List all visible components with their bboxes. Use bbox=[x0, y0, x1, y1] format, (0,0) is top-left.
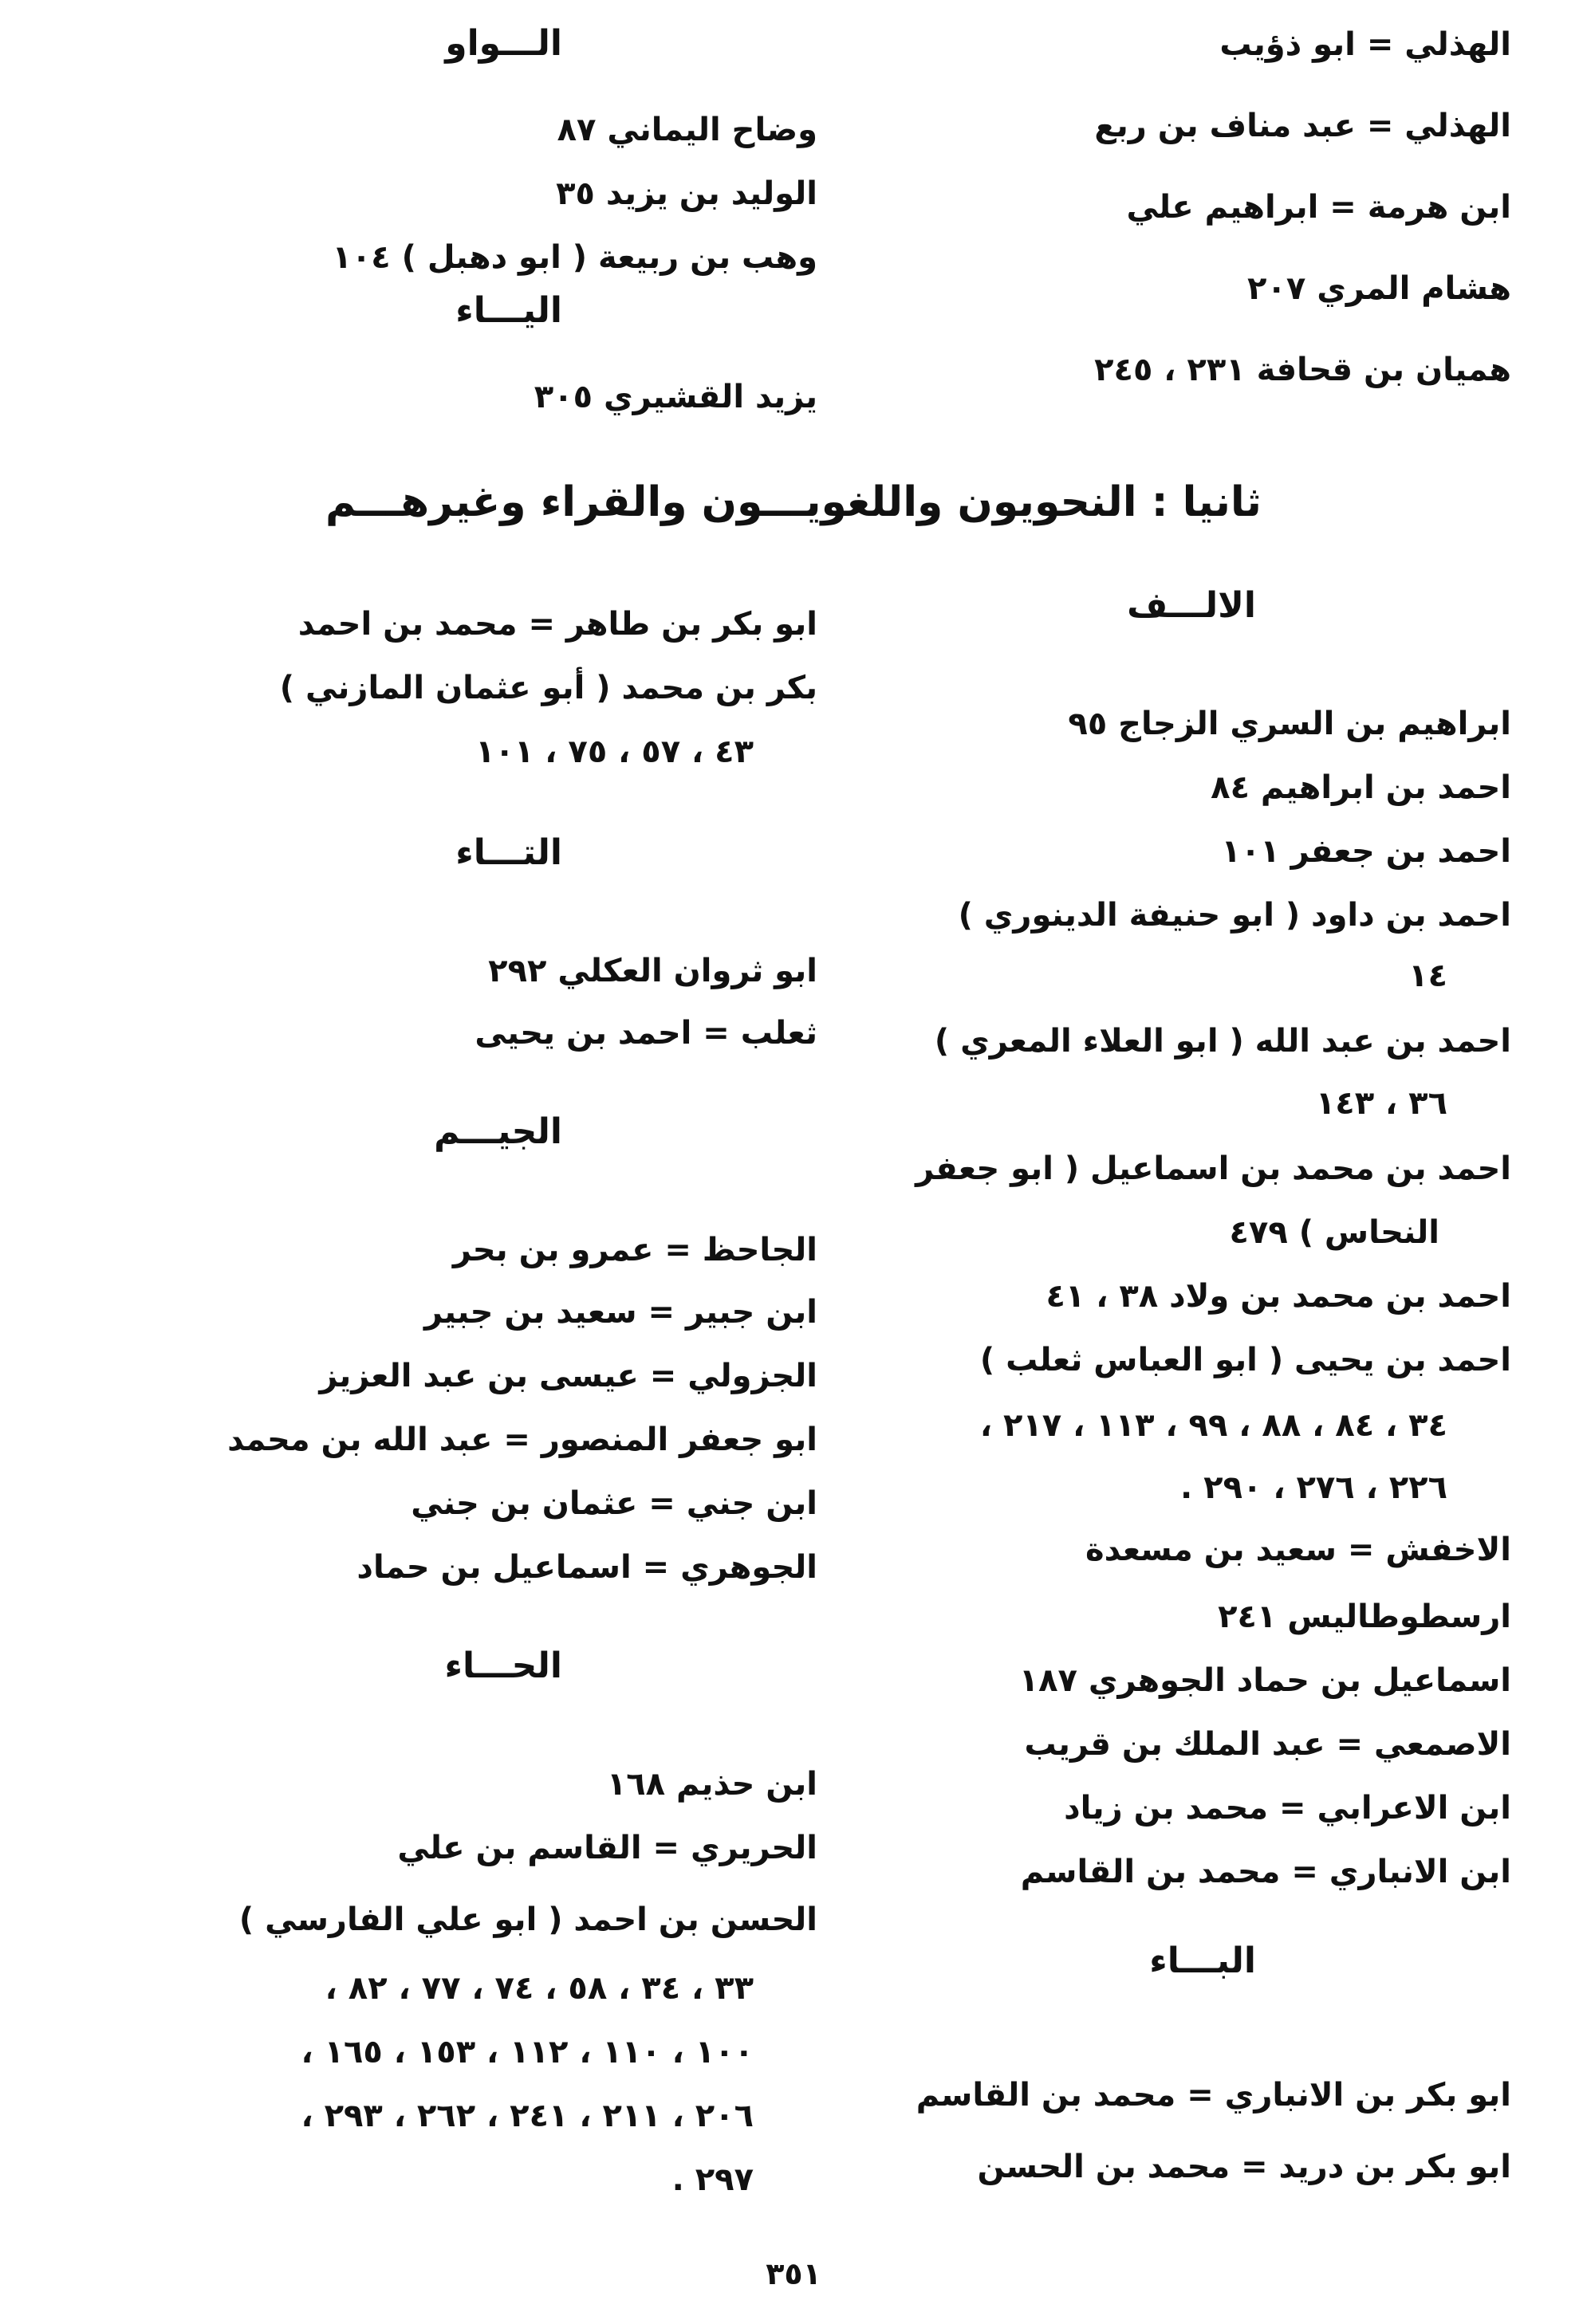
heading-ha: الحـــاء bbox=[444, 1646, 562, 1686]
index-entry-continued: ٣٣ ، ٣٤ ، ٥٨ ، ٧٤ ، ٧٧ ، ٨٢ ، bbox=[325, 1970, 754, 2007]
index-entry: الحسن بن احمد ( ابو علي الفارسي ) bbox=[238, 1901, 817, 1938]
heading-alif: الالـــف bbox=[1127, 585, 1256, 626]
index-entry: ثعلب = احمد بن يحيى bbox=[475, 1015, 817, 1052]
index-entry: ابو بكر بن الانباري = محمد بن القاسم bbox=[916, 2077, 1511, 2114]
index-entry: ابو ثروان العكلي ٢٩٢ bbox=[488, 953, 817, 989]
index-entry-continued: ٢٢٦ ، ٢٧٦ ، ٢٩٠ . bbox=[1180, 1469, 1447, 1506]
index-entry: الحريري = القاسم بن علي bbox=[397, 1830, 817, 1866]
index-entry: احمد بن عبد الله ( ابو العلاء المعري ) bbox=[934, 1023, 1511, 1060]
index-entry: وهب بن ربيعة ( ابو دهبل ) ١٠٤ bbox=[332, 239, 817, 276]
heading-ta: التـــاء bbox=[455, 832, 562, 873]
index-entry: ابن حذيم ١٦٨ bbox=[606, 1766, 817, 1803]
index-entry: ابن هرمة = ابراهيم علي bbox=[1126, 189, 1511, 226]
index-entry: ابراهيم بن السري الزجاج ٩٥ bbox=[1068, 706, 1511, 742]
index-entry-continued: ١٠٠ ، ١١٠ ، ١١٢ ، ١٥٣ ، ١٦٥ ، bbox=[301, 2034, 754, 2070]
index-entry: الاصمعي = عبد الملك بن قريب bbox=[1024, 1726, 1511, 1763]
index-entry: الوليد بن يزيد ٣٥ bbox=[556, 175, 817, 212]
index-entry-continued: ٣٦ ، ١٤٣ bbox=[1315, 1085, 1447, 1122]
index-entry: هميان بن قحافة ٢٣١ ، ٢٤٥ bbox=[1094, 352, 1511, 388]
index-entry: ابن الانباري = محمد بن القاسم bbox=[1020, 1854, 1511, 1890]
heading-waw: الـــواو bbox=[445, 23, 562, 64]
index-entry: الجوهري = اسماعيل بن حماد bbox=[356, 1549, 817, 1586]
index-entry: هشام المري ٢٠٧ bbox=[1247, 270, 1511, 307]
index-entry: الهذلي = عبد مناف بن ربع bbox=[1094, 108, 1511, 144]
index-entry: الاخفش = سعيد بن مسعدة bbox=[1085, 1532, 1511, 1568]
index-entry-continued: ٣٤ ، ٨٤ ، ٨٨ ، ٩٩ ، ١١٣ ، ٢١٧ ، bbox=[979, 1407, 1447, 1444]
index-entry: الجاحظ = عمرو بن بحر bbox=[452, 1232, 817, 1268]
index-entry: ابو بكر بن طاهر = محمد بن احمد bbox=[297, 606, 817, 643]
index-entry-continued: ٤٣ ، ٥٧ ، ٧٥ ، ١٠١ bbox=[475, 733, 754, 770]
index-entry: احمد بن داود ( ابو حنيفة الدينوري ) bbox=[958, 897, 1511, 934]
index-entry: احمد بن يحيى ( ابو العباس ثعلب ) bbox=[979, 1342, 1511, 1378]
index-entry: احمد بن جعفر ١٠١ bbox=[1221, 833, 1511, 870]
index-entry: احمد بن محمد بن اسماعيل ( ابو جعفر bbox=[916, 1150, 1511, 1187]
index-entry: احمد بن ابراهيم ٨٤ bbox=[1211, 769, 1511, 806]
index-entry: ابن جبير = سعيد بن جبير bbox=[424, 1294, 817, 1331]
page-number: ٣٥١ bbox=[766, 2256, 821, 2291]
index-entry: الجزولي = عيسى بن عبد العزيز bbox=[319, 1358, 817, 1394]
index-entry: ابو بكر بن دريد = محمد بن الحسن bbox=[977, 2149, 1511, 2185]
index-entry: يزيد القشيري ٣٠٥ bbox=[534, 379, 817, 415]
index-entry: ابن جني = عثمان بن جني bbox=[411, 1485, 817, 1522]
index-entry-continued: ٢٠٦ ، ٢١١ ، ٢٤١ ، ٢٦٢ ، ٢٩٣ ، bbox=[301, 2098, 754, 2134]
section-title: ثانيا : النحويون واللغويـــون والقراء وغيرهـــم bbox=[325, 478, 1262, 526]
index-entry: وضاح اليماني ٨٧ bbox=[557, 112, 817, 148]
index-entry: ابن الاعرابي = محمد بن زياد bbox=[1064, 1790, 1511, 1827]
index-entry-continued: النحاس ) ٤٧٩ bbox=[1229, 1214, 1439, 1251]
index-entry-continued: ٢٩٧ . bbox=[671, 2161, 754, 2198]
heading-ya: اليـــاء bbox=[455, 290, 562, 331]
index-entry: اسماعيل بن حماد الجوهري ١٨٧ bbox=[1018, 1662, 1511, 1699]
index-entry: ارسطوطاليس ٢٤١ bbox=[1218, 1598, 1511, 1635]
index-entry: ابو جعفر المنصور = عبد الله بن محمد bbox=[227, 1422, 817, 1458]
heading-jim: الجيـــم bbox=[434, 1111, 562, 1152]
index-entry: الهذلي = ابو ذؤيب bbox=[1219, 26, 1511, 63]
index-entry: احمد بن محمد بن ولاد ٣٨ ، ٤١ bbox=[1046, 1278, 1511, 1315]
heading-ba: البـــاء bbox=[1149, 1941, 1256, 1981]
index-entry: بكر بن محمد ( أبو عثمان المازني ) bbox=[279, 670, 817, 706]
index-entry-continued: ١٤ bbox=[1408, 958, 1447, 994]
